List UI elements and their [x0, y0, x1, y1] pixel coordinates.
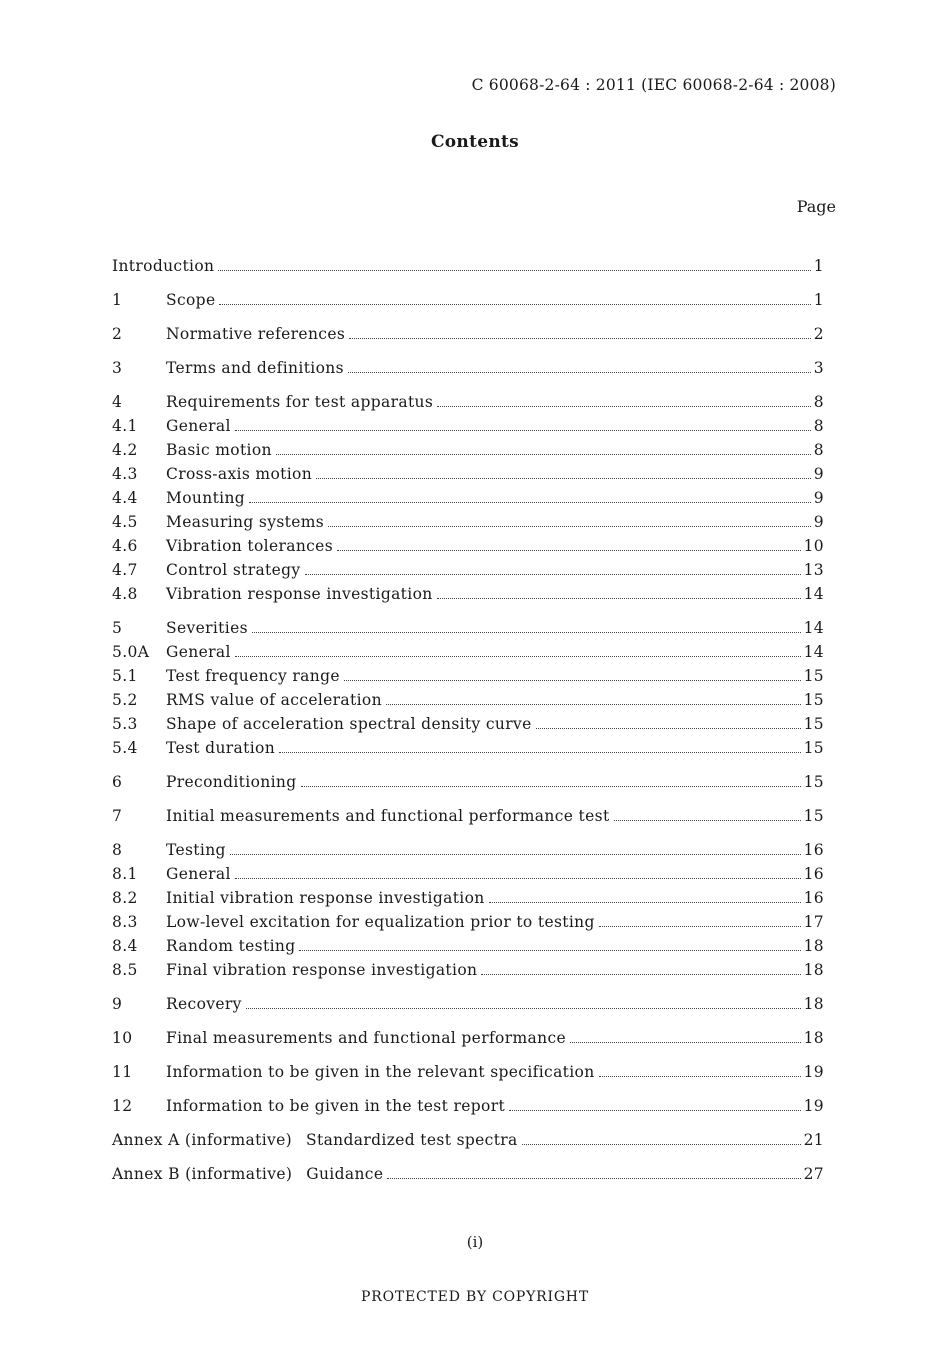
toc-entry-page: 8 [813, 441, 824, 459]
toc-entry-number: 4.4 [112, 489, 138, 507]
toc-entry-page: 17 [803, 913, 824, 931]
toc-entry-page: 8 [813, 417, 824, 435]
toc-entry-number: 1 [112, 291, 123, 309]
toc-entry-number: 5.3 [112, 715, 138, 733]
toc-entry-number: 4.8 [112, 585, 138, 603]
toc-entry[interactable] [112, 773, 824, 797]
toc-entry[interactable] [112, 715, 824, 739]
toc-entry-number: 10 [112, 1029, 133, 1047]
toc-entry-title: Final measurements and functional performance [166, 1029, 567, 1047]
toc-entry-page: 3 [813, 359, 824, 377]
toc-entry-number: 4.3 [112, 465, 138, 483]
toc-entry-title: General [166, 417, 231, 435]
toc-entry-page: 1 [813, 257, 824, 275]
dot-leader [437, 597, 801, 599]
dot-leader [344, 679, 801, 681]
toc-entry[interactable] [112, 441, 824, 465]
toc-entry-title: Initial vibration response investigation [166, 889, 485, 907]
dot-leader [230, 853, 801, 855]
toc-entry-number: 8.5 [112, 961, 138, 979]
toc-entry-number: 5.4 [112, 739, 138, 757]
toc-entry[interactable] [112, 739, 824, 763]
page-column-label: Page [796, 197, 836, 216]
toc-entry-page: 14 [803, 585, 824, 603]
toc-annex-label: Annex A (informative) [112, 1131, 293, 1149]
toc-entry[interactable] [112, 465, 824, 489]
toc-entry-page: 15 [803, 715, 824, 733]
toc-entry[interactable] [112, 889, 824, 913]
toc-entry-number: 5.1 [112, 667, 138, 685]
toc-entry-title: Test frequency range [166, 667, 340, 685]
toc-entry-title: Recovery [166, 995, 242, 1013]
toc-entry-title: Test duration [166, 739, 276, 757]
page-title: Contents [430, 132, 520, 152]
toc-entry-number: 4.7 [112, 561, 138, 579]
toc-entry-title: Testing [166, 841, 226, 859]
toc-entry-number: 6 [112, 773, 123, 791]
dot-leader [249, 501, 811, 503]
dot-leader [218, 269, 810, 271]
dot-leader [219, 303, 810, 305]
toc-entry[interactable] [112, 537, 824, 561]
toc-entry-title: Measuring systems [166, 513, 325, 531]
dot-leader [235, 877, 801, 879]
toc-entry-page: 9 [813, 513, 824, 531]
dot-leader [316, 477, 811, 479]
toc-entry-page: 8 [813, 393, 824, 411]
dot-leader [437, 405, 811, 407]
toc-entry-title: Basic motion [166, 441, 272, 459]
toc-entry-page: 18 [803, 961, 824, 979]
toc-entry-number: 8.2 [112, 889, 138, 907]
toc-entry-title: Normative references [166, 325, 346, 343]
toc-entry-page: 18 [803, 995, 824, 1013]
toc-entry-title: General [166, 643, 231, 661]
toc-entry-page: 19 [803, 1097, 824, 1115]
toc-entry-page: 19 [803, 1063, 824, 1081]
toc-entry[interactable] [112, 359, 824, 383]
toc-entry-title: RMS value of acceleration [166, 691, 382, 709]
toc-entry-title: Severities [166, 619, 248, 637]
dot-leader [522, 1143, 801, 1145]
dot-leader [536, 727, 801, 729]
toc-entry-page: 18 [803, 937, 824, 955]
dot-leader [570, 1041, 801, 1043]
toc-entry[interactable] [112, 489, 824, 513]
toc-entry-page: 15 [803, 667, 824, 685]
toc-entry-number: 4.6 [112, 537, 138, 555]
toc-annex-title: Standardized test spectra [306, 1131, 518, 1149]
toc-entry-title: Vibration tolerances [166, 537, 334, 555]
toc-entry[interactable] [112, 1097, 824, 1121]
header-code: C 60068-2-64 : 2011 (IEC 60068-2-64 : 2008) [471, 76, 836, 94]
copyright-notice: PROTECTED BY COPYRIGHT [361, 1289, 589, 1305]
dot-leader [481, 973, 800, 975]
toc-entry[interactable] [112, 1029, 824, 1053]
toc-entry-page: 13 [803, 561, 824, 579]
toc-entry-number: 5.2 [112, 691, 138, 709]
dot-leader [599, 1075, 801, 1077]
toc-entry-page: 16 [803, 889, 824, 907]
toc-entry-title: Initial measurements and functional performance test [166, 807, 610, 825]
dot-leader [509, 1109, 801, 1111]
toc-entry-title: Random testing [166, 937, 296, 955]
toc-entry-page: 14 [803, 643, 824, 661]
toc-entry-page: 9 [813, 465, 824, 483]
dot-leader [349, 337, 811, 339]
toc-entry[interactable] [112, 841, 824, 865]
dot-leader [614, 819, 801, 821]
toc-entry[interactable] [112, 937, 824, 961]
toc-annex-title: Guidance [306, 1165, 384, 1183]
toc-entry-page: 14 [803, 619, 824, 637]
toc-entry-page: 16 [803, 865, 824, 883]
toc-entry-title: Shape of acceleration spectral density curve [166, 715, 532, 733]
toc-entry[interactable] [112, 619, 824, 643]
toc-entry-number: 4 [112, 393, 123, 411]
toc-entry[interactable] [112, 913, 824, 937]
dot-leader [489, 901, 801, 903]
toc-entry-number: 8.1 [112, 865, 138, 883]
toc-entry-title: Low-level excitation for equalization prior to testing [166, 913, 595, 931]
toc-entry-title: Preconditioning [166, 773, 297, 791]
toc-entry[interactable] [112, 961, 824, 985]
toc-entry[interactable] [112, 417, 824, 441]
toc-annex-page: 27 [803, 1165, 824, 1183]
toc-entry[interactable] [112, 643, 824, 667]
toc-annex-page: 21 [803, 1131, 824, 1149]
toc-entry-page: 15 [803, 773, 824, 791]
dot-leader [348, 371, 811, 373]
dot-leader [235, 429, 811, 431]
toc-entry-title: Terms and definitions [166, 359, 344, 377]
page-number: (i) [466, 1233, 484, 1251]
dot-leader [305, 573, 801, 575]
toc-entry[interactable] [112, 865, 824, 889]
toc-entry[interactable] [112, 325, 824, 349]
toc-entry-number: 4.2 [112, 441, 138, 459]
dot-leader [387, 1177, 800, 1179]
toc-entry-number: 7 [112, 807, 123, 825]
toc-entry-page: 16 [803, 841, 824, 859]
dot-leader [252, 631, 801, 633]
toc-entry-title: Mounting [166, 489, 246, 507]
toc-entry-title: Cross-axis motion [166, 465, 313, 483]
toc-entry-title: Information to be given in the relevant specification [166, 1063, 595, 1081]
dot-leader [599, 925, 801, 927]
toc-entry[interactable] [112, 513, 824, 537]
dot-leader [235, 655, 801, 657]
toc-annex-entry[interactable] [112, 1131, 824, 1155]
dot-leader [337, 549, 801, 551]
dot-leader [246, 1007, 801, 1009]
toc-entry-number: 12 [112, 1097, 133, 1115]
toc-entry-number: 4.1 [112, 417, 138, 435]
dot-leader [279, 751, 801, 753]
toc-entry-page: 9 [813, 489, 824, 507]
toc-entry-number: 3 [112, 359, 123, 377]
toc-entry-number: 8.3 [112, 913, 138, 931]
toc-entry[interactable] [112, 561, 824, 585]
toc-entry-title: Vibration response investigation [166, 585, 433, 603]
toc-entry[interactable] [112, 291, 824, 315]
toc-entry[interactable] [112, 1063, 824, 1087]
toc-entry[interactable] [112, 585, 824, 609]
toc-entry-title: Requirements for test apparatus [166, 393, 434, 411]
toc-entry-number: 5.0A [112, 643, 150, 661]
toc-entry[interactable] [112, 691, 824, 715]
dot-leader [276, 453, 811, 455]
toc-entry-title: Final vibration response investigation [166, 961, 478, 979]
toc-entry-page: 18 [803, 1029, 824, 1047]
toc-annex-label: Annex B (informative) [112, 1165, 293, 1183]
toc-entry-number: 8.4 [112, 937, 138, 955]
dot-leader [386, 703, 801, 705]
toc-entry[interactable] [112, 257, 824, 281]
toc-entry-number: 5 [112, 619, 123, 637]
toc-entry-title: Information to be given in the test report [166, 1097, 506, 1115]
toc-entry-title: General [166, 865, 231, 883]
toc-annex-entry[interactable] [112, 1165, 824, 1189]
toc-entry[interactable] [112, 393, 824, 417]
toc-entry-number: 9 [112, 995, 123, 1013]
toc-entry-number: 2 [112, 325, 123, 343]
toc-entry-title: Scope [166, 291, 216, 309]
toc-entry-number: 4.5 [112, 513, 138, 531]
toc-entry-page: 2 [813, 325, 824, 343]
table-of-contents [112, 257, 824, 1189]
toc-entry-page: 15 [803, 691, 824, 709]
dot-leader [301, 785, 801, 787]
toc-entry[interactable] [112, 995, 824, 1019]
toc-entry-page: 10 [803, 537, 824, 555]
toc-entry-page: 15 [803, 807, 824, 825]
toc-entry-page: 1 [813, 291, 824, 309]
toc-entry[interactable] [112, 807, 824, 831]
toc-entry-page: 15 [803, 739, 824, 757]
dot-leader [328, 525, 811, 527]
toc-entry-number: 8 [112, 841, 123, 859]
toc-entry-number: 11 [112, 1063, 133, 1081]
dot-leader [299, 949, 800, 951]
toc-entry-title: Introduction [112, 257, 215, 275]
toc-entry[interactable] [112, 667, 824, 691]
toc-entry-title: Control strategy [166, 561, 301, 579]
